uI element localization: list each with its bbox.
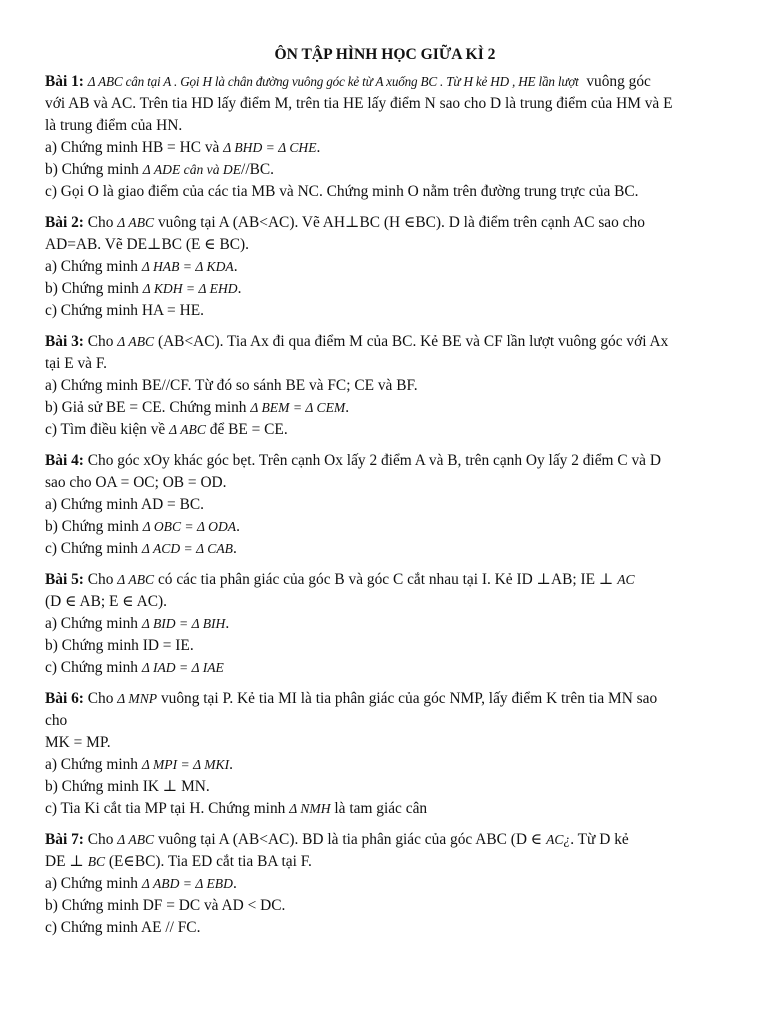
problem-7-line-2: [45, 851, 725, 873]
problem-4-part-c-math: Δ ACD = Δ CAB: [141, 541, 233, 556]
problem-7-line-1-b: vuông tại A (AB<AC). BD là tia phân giác của góc ABC (D ∈: [154, 831, 547, 848]
problem-7-line-2-math: BC: [87, 854, 106, 869]
problem-7-part-c: c) Chứng minh AE // FC.: [45, 919, 201, 936]
problem-7-part-b: b) Chứng minh DF = DC và AD < DC.: [45, 897, 286, 914]
problem-2: [45, 212, 725, 322]
problem-4-line-1: Cho góc xOy khác góc bẹt. Trên cạnh Ox lấy 2 điểm A và B, trên cạnh Oy lấy 2 điểm C và D: [87, 452, 661, 469]
problem-3: [45, 331, 725, 441]
problem-1-line-2: với AB và AC. Trên tia HD lấy điểm M, trên tia HE lấy điểm N sao cho D là trung điểm của HM và E: [45, 95, 673, 112]
problem-3-line-1-b: (AB<AC). Tia Ax đi qua điểm M của BC. Kẻ BE và CF lần lượt vuông góc với Ax: [154, 333, 669, 350]
problem-6-line-1-a: Cho: [87, 690, 118, 707]
problem-4-line-2: sao cho OA = OC; OB = OD.: [45, 474, 227, 491]
problem-4-part-c-text: c) Chứng minh: [45, 540, 142, 557]
problem-7-line-1-math: Δ ABC: [117, 832, 155, 847]
problem-2-part-b-math: Δ KDH = Δ EHD: [142, 281, 238, 296]
problem-6-line-2: cho: [45, 712, 68, 729]
problem-3-part-a: a) Chứng minh BE//CF. Từ đó so sánh BE và FC; CE và BF.: [45, 377, 418, 394]
problem-7-line-1-math-2: AC¿: [546, 832, 571, 847]
problem-7-part-a: a) Chứng minh Δ ABD = Δ EBD.: [45, 875, 237, 892]
problem-3-part-b: b) Giả sử BE = CE. Chứng minh Δ BEM = Δ CEM.: [45, 399, 350, 416]
problem-3-part-b-math: Δ BEM = Δ CEM: [250, 400, 346, 415]
problem-4-label: Bài 4:: [45, 452, 84, 469]
worksheet: [45, 44, 725, 948]
problem-2-line-2: AD=AB. Vẽ DE⊥BC (E ∈ BC).: [45, 236, 249, 253]
problem-6-line-1-math: Δ MNP: [117, 691, 158, 706]
problem-5-line-1-a: Cho: [87, 571, 118, 588]
problem-1-part-a: a) Chứng minh HB = HC và Δ BHD = Δ CHE.: [45, 139, 321, 156]
problem-1-intro-text: vuông góc: [586, 73, 651, 90]
problem-3-part-c-math: Δ ABC: [169, 422, 206, 437]
problem-3-line-1-math: Δ ABC: [117, 334, 155, 349]
page-title: ÔN TẬP HÌNH HỌC GIỮA KÌ 2: [274, 46, 496, 63]
problem-6-line-1-b: vuông tại P. Kẻ tia MI là tia phân giác của góc NMP, lấy điểm K trên tia MN sao: [157, 690, 658, 707]
problem-7-line-1-c: . Từ D kẻ: [570, 831, 629, 848]
problem-3-part-c: [45, 419, 725, 441]
problem-1-statement: [45, 71, 725, 93]
problem-1-part-a-math: Δ BHD = Δ CHE: [223, 140, 317, 155]
problem-1-part-c: c) Gọi O là giao điểm của các tia MB và NC. Chứng minh O nằm trên đường trung trực của BC.: [45, 183, 639, 200]
problem-1-part-a-text: a) Chứng minh HB = HC và: [45, 139, 224, 156]
problem-4-part-b: b) Chứng minh Δ OBC = Δ ODA.: [45, 518, 240, 535]
problem-3-part-c-tail: để BE = CE.: [205, 421, 288, 438]
problem-2-part-a: a) Chứng minh Δ HAB = Δ KDA.: [45, 258, 238, 275]
problem-1-intro-math: Δ ABC cân tại A . Gọi H là chân đường vuông góc kẻ từ A xuống BC . Từ H kẻ HD , HE lần lượt: [87, 74, 579, 89]
problem-2-part-a-text: a) Chứng minh: [45, 258, 142, 275]
problem-6-part-a: a) Chứng minh Δ MPI = Δ MKI.: [45, 756, 234, 773]
problem-5-line-2: (D ∈ AB; E ∈ AC).: [45, 593, 167, 610]
problem-6-part-a-math: Δ MPI = Δ MKI: [141, 757, 230, 772]
problem-6-part-c-text: c) Tia Ki cắt tia MP tại H. Chứng minh: [45, 800, 290, 817]
problem-5-part-c-text: c) Chứng minh: [45, 659, 142, 676]
problem-5-part-a-text: a) Chứng minh: [45, 615, 142, 632]
problem-2-part-b: b) Chứng minh Δ KDH = Δ EHD.: [45, 280, 242, 297]
problem-1-label: Bài 1:: [45, 73, 84, 90]
problem-6-part-a-text: a) Chứng minh: [45, 756, 142, 773]
problem-4-part-b-text: b) Chứng minh: [45, 518, 143, 535]
problem-5-line-1-math-2: AC: [617, 572, 635, 587]
problem-7-statement: [45, 829, 725, 851]
problem-2-part-b-text: b) Chứng minh: [45, 280, 143, 297]
problem-7-line-1-a: Cho: [87, 831, 118, 848]
problem-4-part-b-math: Δ OBC = Δ ODA: [142, 519, 237, 534]
problem-2-part-c: c) Chứng minh HA = HE.: [45, 302, 204, 319]
problem-4: [45, 450, 725, 560]
problem-5-statement: [45, 569, 725, 591]
problem-6-part-c: [45, 798, 725, 820]
problem-2-line-1-a: Cho: [87, 214, 118, 231]
problem-6: [45, 688, 725, 820]
problem-2-line-1-math: Δ ABC: [117, 215, 155, 230]
problem-6-part-b: b) Chứng minh IK ⊥ MN.: [45, 778, 210, 795]
problem-3-statement: [45, 331, 725, 353]
problem-7-label: Bài 7:: [45, 831, 84, 848]
problem-5-part-b: b) Chứng minh ID = IE.: [45, 637, 194, 654]
problem-1-part-b: [45, 159, 725, 181]
problem-2-statement: [45, 212, 725, 234]
problem-4-part-a: a) Chứng minh AD = BC.: [45, 496, 204, 513]
problem-7-line-2-a: DE ⊥: [45, 853, 88, 870]
problem-7-part-a-math: Δ ABD = Δ EBD: [141, 876, 233, 891]
problem-5-line-1-math: Δ ABC: [117, 572, 155, 587]
problem-5-part-c-math: Δ IAD = Δ IAE: [141, 660, 224, 675]
problem-2-label: Bài 2:: [45, 214, 84, 231]
problem-5-line-1-b: có các tia phân giác của góc B và góc C cắt nhau tại I. Kẻ ID ⊥AB; IE ⊥: [154, 571, 618, 588]
problem-7-part-a-text: a) Chứng minh: [45, 875, 142, 892]
problem-7-line-2-b: (E∈BC). Tia ED cắt tia BA tại F.: [105, 853, 312, 870]
problem-4-part-c: c) Chứng minh Δ ACD = Δ CAB.: [45, 540, 237, 557]
problem-5: [45, 569, 725, 679]
problem-1-part-b-math: Δ ADE cân và DE: [142, 162, 242, 177]
problem-2-line-1-b: vuông tại A (AB<AC). Vẽ AH⊥BC (H ∈BC). D là điểm trên cạnh AC sao cho: [154, 214, 645, 231]
problem-2-part-a-math: Δ HAB = Δ KDA: [141, 259, 234, 274]
problem-6-statement: [45, 688, 725, 710]
problem-6-part-c-tail: là tam giác cân: [330, 800, 428, 817]
problem-1: [45, 71, 725, 203]
problem-3-label: Bài 3:: [45, 333, 84, 350]
problem-7: [45, 829, 725, 939]
problem-1-part-b-text: b) Chứng minh: [45, 161, 143, 178]
problem-5-part-c: [45, 657, 725, 679]
problem-5-label: Bài 5:: [45, 571, 84, 588]
problem-3-part-c-text: c) Tìm điều kiện về: [45, 421, 170, 438]
problem-1-line-3: là trung điểm của HN.: [45, 117, 183, 134]
problem-1-part-b-tail: //BC.: [241, 161, 274, 178]
problem-4-statement: [45, 450, 725, 472]
problem-5-part-a-math: Δ BID = Δ BIH: [141, 616, 226, 631]
problem-6-part-c-math: Δ NMH: [289, 801, 331, 816]
problem-6-label: Bài 6:: [45, 690, 84, 707]
problem-5-part-a: a) Chứng minh Δ BID = Δ BIH.: [45, 615, 230, 632]
problem-3-line-2: tại E và F.: [45, 355, 108, 372]
problem-3-part-b-text: b) Giả sử BE = CE. Chứng minh: [45, 399, 251, 416]
problem-6-line-3: MK = MP.: [45, 734, 111, 751]
problem-3-line-1-a: Cho: [87, 333, 118, 350]
